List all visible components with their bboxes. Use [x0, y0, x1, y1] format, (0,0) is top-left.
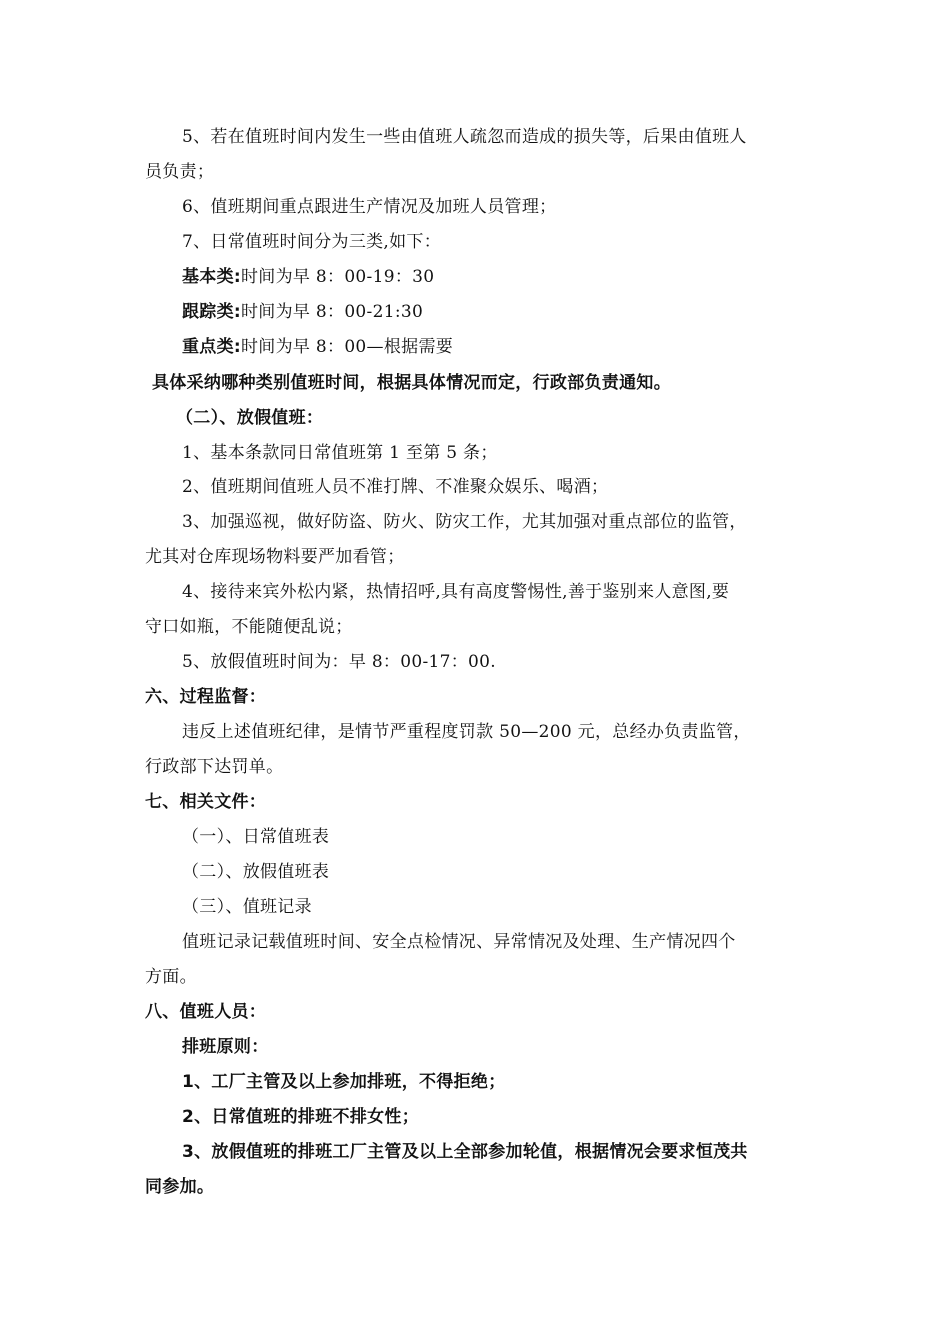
paragraph-line: 员负责；	[145, 162, 215, 182]
paragraph-line: 4、接待来宾外松内紧，热情招呼,具有高度警惕性,善于鉴别来人意图,要	[182, 582, 730, 602]
paragraph-line: 守口如瓶，不能随便乱说；	[145, 617, 353, 637]
section-heading: 七、相关文件：	[145, 792, 267, 812]
paragraph-line: 5、若在值班时间内发生一些由值班人疏忽而造成的损失等，后果由值班人	[182, 127, 747, 147]
related-document-item: （一）、日常值班表	[182, 827, 330, 847]
rule-item: 1、工厂主管及以上参加排班，不得拒绝；	[182, 1072, 506, 1092]
paragraph-line: 5、放假值班时间为：早 8：00-17：00.	[182, 652, 496, 672]
schedule-type-label: 跟踪类:	[182, 302, 241, 322]
schedule-type-line	[182, 330, 453, 364]
rule-item-continuation: 同参加。	[145, 1177, 215, 1197]
related-document-item: （二）、放假值班表	[182, 862, 330, 882]
schedule-type-label: 重点类:	[182, 337, 241, 357]
paragraph-line: 值班记录记载值班时间、安全点检情况、异常情况及处理、生产情况四个	[182, 932, 736, 952]
schedule-type-time: 时间为早 8：00-21:30	[241, 302, 424, 322]
paragraph-line: 2、值班期间值班人员不准打牌、不准聚众娱乐、喝酒；	[182, 477, 609, 497]
paragraph-line: 行政部下达罚单。	[145, 757, 284, 777]
paragraph-line: 1、基本条款同日常值班第 1 至第 5 条；	[182, 443, 498, 463]
schedule-type-time: 时间为早 8：00-19：30	[241, 267, 435, 287]
schedule-type-line	[182, 295, 423, 329]
schedule-type-time: 时间为早 8：00—根据需要	[241, 337, 454, 357]
section-heading: 八、值班人员：	[145, 1002, 267, 1022]
paragraph-line: 3、加强巡视，做好防盗、防火、防灾工作，尤其加强对重点部位的监管，	[182, 512, 747, 532]
schedule-type-line	[182, 260, 434, 294]
related-document-item: （三）、值班记录	[182, 897, 312, 917]
subheading: 排班原则：	[182, 1037, 269, 1057]
paragraph-line: 尤其对仓库现场物料要严加看管；	[145, 547, 405, 567]
schedule-type-label: 基本类:	[182, 267, 241, 287]
notice-line: 具体采纳哪种类别值班时间，根据具体情况而定，行政部负责通知。	[152, 373, 671, 393]
paragraph-line: 6、值班期间重点跟进生产情况及加班人员管理；	[182, 197, 557, 217]
section-heading: （二）、放假值班：	[176, 408, 324, 428]
rule-item: 2、日常值班的排班不排女性；	[182, 1107, 420, 1127]
paragraph-line: 方面。	[145, 967, 197, 987]
paragraph-line: 7、日常值班时间分为三类,如下：	[182, 232, 442, 252]
rule-item: 3、放假值班的排班工厂主管及以上全部参加轮值，根据情况会要求恒茂共	[182, 1142, 748, 1162]
section-heading: 六、过程监督：	[145, 687, 267, 707]
paragraph-line: 违反上述值班纪律，是情节严重程度罚款 50—200 元，总经办负责监管，	[182, 722, 751, 742]
